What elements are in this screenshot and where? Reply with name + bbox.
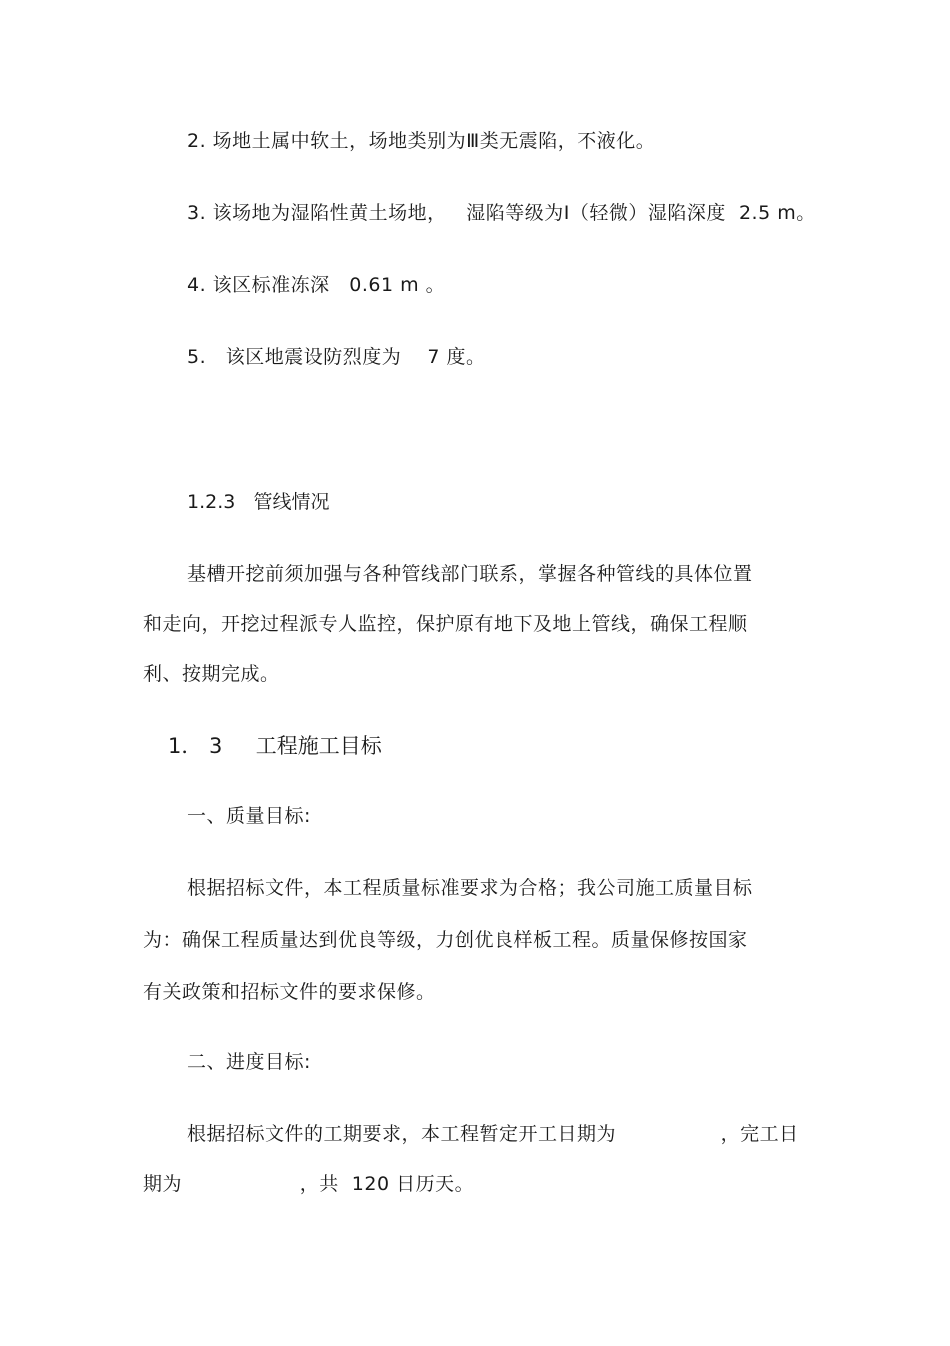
section-heading-pipelines: 1.2.3 管线情况 bbox=[187, 491, 330, 513]
quality-goal-line-1: 根据招标文件，本工程质量标准要求为合格；我公司施工质量目标 bbox=[187, 877, 753, 899]
site-condition-item-5: 5. 该区地震设防烈度为 7 度。 bbox=[187, 346, 486, 368]
schedule-goal-line-1: 根据招标文件的工期要求，本工程暂定开工日期为 ，完工日 bbox=[187, 1123, 799, 1145]
pipelines-paragraph-line-3: 利、按期完成。 bbox=[143, 663, 280, 685]
quality-goal-line-3: 有关政策和招标文件的要求保修。 bbox=[143, 981, 436, 1003]
section-heading-construction-goals: 1． 3 工程施工目标 bbox=[168, 734, 382, 758]
quality-goal-line-2: 为：确保工程质量达到优良等级，力创优良样板工程。质量保修按国家 bbox=[143, 929, 748, 951]
site-condition-item-4: 4. 该区标准冻深 0.61 m 。 bbox=[187, 274, 446, 296]
site-condition-item-3: 3. 该场地为湿陷性黄土场地， 湿陷等级为Ⅰ（轻微）湿陷深度 2.5 m。 bbox=[187, 202, 816, 224]
quality-goal-title: 一、质量目标: bbox=[187, 805, 311, 827]
schedule-goal-title: 二、进度目标: bbox=[187, 1051, 311, 1073]
schedule-goal-line-2: 期为 ，共 120 日历天。 bbox=[143, 1173, 475, 1195]
pipelines-paragraph-line-1: 基槽开挖前须加强与各种管线部门联系，掌握各种管线的具体位置 bbox=[187, 563, 753, 585]
site-condition-item-2: 2. 场地土属中软土，场地类别为Ⅲ类无震陷，不液化。 bbox=[187, 130, 656, 152]
pipelines-paragraph-line-2: 和走向，开挖过程派专人监控，保护原有地下及地上管线，确保工程顺 bbox=[143, 613, 748, 635]
